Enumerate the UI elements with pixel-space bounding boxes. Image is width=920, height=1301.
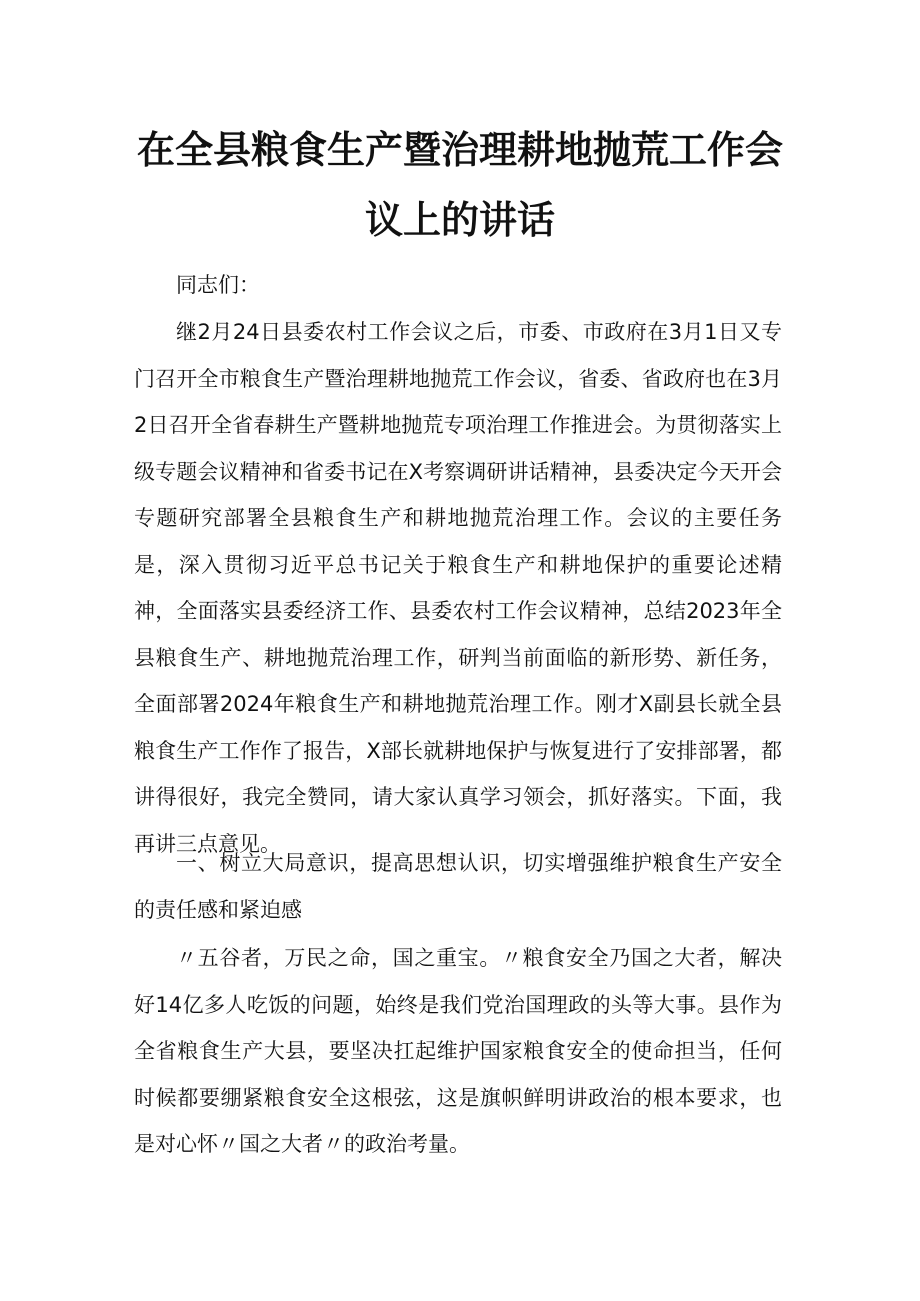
paragraph-2: 〃五谷者，万民之命，国之重宝。〃粮食安全乃国之大者，解决好14亿多人吃饭的问题，始终是我们党治国理政的头等大事。县作为全省粮食生产大县，要坚决扛起维护国家粮食安全的使命担当，任何时候都要绷紧粮食安全这根弦，这是旗帜鲜明讲政治的根本要求，也是对心怀〃国之大者〃的政治考量。 (134, 946, 782, 1156)
salutation-block (134, 262, 782, 309)
paragraph-2-block (134, 935, 782, 1168)
paragraph-1-block (134, 309, 782, 867)
document-title-line-2: 议上的讲话 (364, 198, 555, 242)
document-title-line-1: 在全县粮食生产暨治理耕地抛荒工作会 (136, 128, 783, 172)
section-heading-1: 一、树立大局意识，提高思想认识，切实增强维护粮食生产安全的责任感和紧迫感 (134, 851, 782, 922)
section-heading-1-block (134, 840, 782, 933)
paragraph-1: 继2月24日县委农村工作会议之后，市委、市政府在3月1日又专门召开全市粮食生产暨治理耕地抛荒工作会议，省委、省政府也在3月2日召开全省春耕生产暨耕地抛荒专项治理工作推进会。为贯彻落实上级专题会议精神和省委书记在X考察调研讲话精神，县委决定今天开会专题研究部署全县粮食生产和耕地抛荒治理工作。会议的主要任务是，深入贯彻习近平总书记关于粮食生产和耕地保护的重要论述精神，全面落实县委经济工作、县委农村工作会议精神，总结2023年全县粮食生产、耕地抛荒治理工作，研判当前面临的新形势、新任务，全面部署2024年粮食生产和耕地抛荒治理工作。刚才X副县长就全县粮食生产工作作了报告，X部长就耕地保护与恢复进行了安排部署，都讲得很好，我完全赞同，请大家认真学习领会，抓好落实。下面，我再讲三点意见。 (134, 320, 782, 856)
salutation: 同志们： (176, 273, 260, 297)
